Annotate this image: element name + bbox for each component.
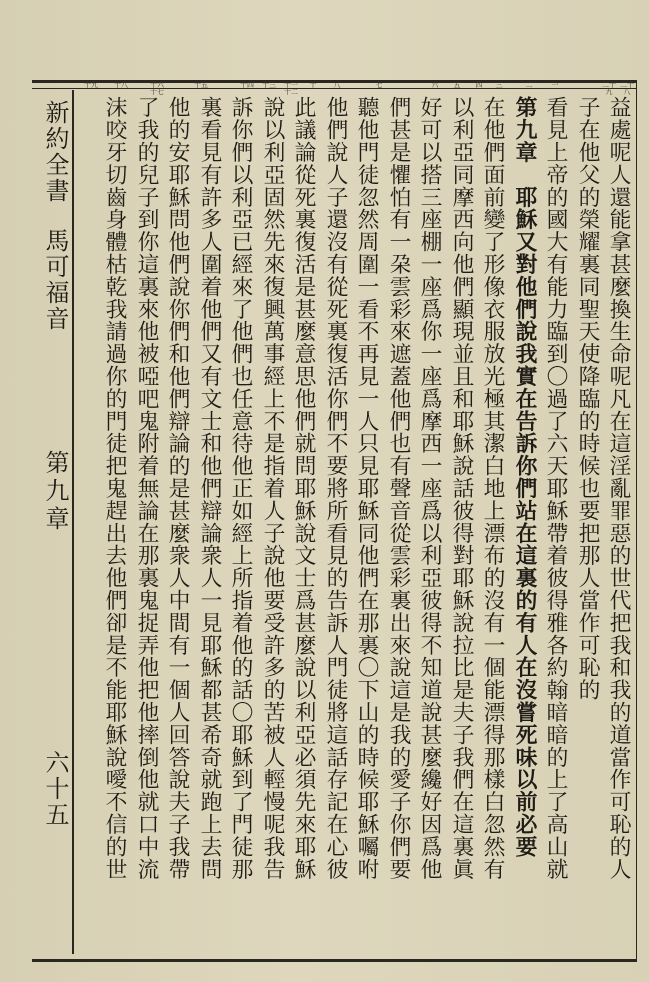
- chapter-label: 第九章: [41, 450, 69, 534]
- verse-number: 四: [475, 81, 483, 89]
- text-column: 益處呢人還能拿甚麼換生命呢凡在這淫亂罪惡的世代把我和我的道當作可恥的人: [606, 96, 631, 880]
- book-title: [40, 100, 70, 332]
- verse-number: 十五: [194, 81, 208, 89]
- text-column: 裏看見有許多人圍着他們又有文士和他們辯論衆人一見耶穌都甚希奇就跑上去問: [197, 96, 222, 880]
- text-column: 子在他父的榮耀裏同聖天使降臨的時候也要把那人當作可恥的: [575, 96, 600, 701]
- text-column: 聽他門徒忽然周圍一看不再見一人只見耶穌同他們在那裏〇下山的時候耶穌囑咐: [354, 96, 379, 880]
- chapter-heading-column: 第九章 耶穌又對他們說我實在告訴你們站在這裏的有人在沒嘗死味以前必要: [512, 96, 537, 858]
- text-column: 好可以搭三座棚一座爲你一座爲摩西一座爲以利亞彼得不知道說甚麼纔好因爲他: [417, 96, 442, 880]
- verse-number: 十三: [262, 81, 276, 89]
- verse-number: 十一十二: [284, 81, 298, 96]
- verse-number: 七: [375, 81, 383, 89]
- verse-number: 十: [309, 81, 317, 89]
- verse-number: 二: [525, 81, 533, 89]
- gospel-title-text: 馬可福音: [41, 227, 69, 332]
- verse-number: 十八: [114, 81, 128, 89]
- text-block: [72, 96, 632, 948]
- text-column: 看見上帝的國大有能力臨到〇過了六天耶穌帶着彼得雅各約翰暗暗的上了高山就: [543, 96, 568, 880]
- text-column: 說以利亞固然先來復興萬事經上不是指着人子說他要受許多的苦被人輕慢呢我告: [260, 96, 285, 880]
- verse-number: 十九: [84, 81, 98, 89]
- text-column: 沫咬牙切齒身體枯乾我請過你的門徒把鬼趕出去他們卻是不能耶穌說噯不信的世: [102, 96, 127, 880]
- book-title-text: 新約全書: [41, 100, 69, 204]
- text-column: 以利亞同摩西向他們顯現並且和耶穌說話彼得對耶穌說拉比是夫子我們在這裏眞: [449, 96, 474, 880]
- text-column: 在他們面前變了形像衣服放光極其潔白地上漂布的沒有一個能漂得那樣白忽然有: [480, 96, 505, 880]
- verse-number: 六: [431, 81, 439, 89]
- verse-number-strip: [74, 81, 634, 96]
- text-column: 此議論從死裏復活是甚麼意思他們就問耶穌說文士爲甚麼說以利亞必須先來耶穌: [291, 96, 316, 880]
- verse-number: 二十八: [620, 81, 634, 96]
- verse-number: 一: [551, 81, 559, 89]
- verse-number: 二十九: [602, 81, 616, 96]
- verse-number: 五: [453, 81, 461, 89]
- verse-number: 十六十七: [150, 81, 164, 96]
- text-column: 了我的兒子到你這裏來他被啞吧鬼附着無論在那裏鬼捉弄他把他摔倒他就口中流: [134, 96, 159, 880]
- text-column: 訴你們以利亞已經來了他們也任意待他正如經上所指着他的話〇耶穌到了門徒那: [228, 96, 253, 880]
- verse-number: 三: [495, 81, 503, 89]
- page-number: 六十五: [41, 750, 69, 828]
- text-column: 他們說人子還沒有從死裏復活你們不要將所看見的告訴人門徒將這話存記在心彼: [323, 96, 348, 880]
- sidebar: [32, 90, 74, 954]
- verse-number: 十四: [240, 81, 254, 89]
- verse-number: 八: [333, 81, 341, 89]
- text-column: 他的安耶穌問他們說你們和他們辯論的是甚麼衆人中間有一個人回答說夫子我帶: [165, 96, 190, 880]
- text-column: 們甚是懼怕有一朶雲彩來遮蓋他們也有聲音從雲彩裏出來說這是我的愛子你們要: [386, 96, 411, 880]
